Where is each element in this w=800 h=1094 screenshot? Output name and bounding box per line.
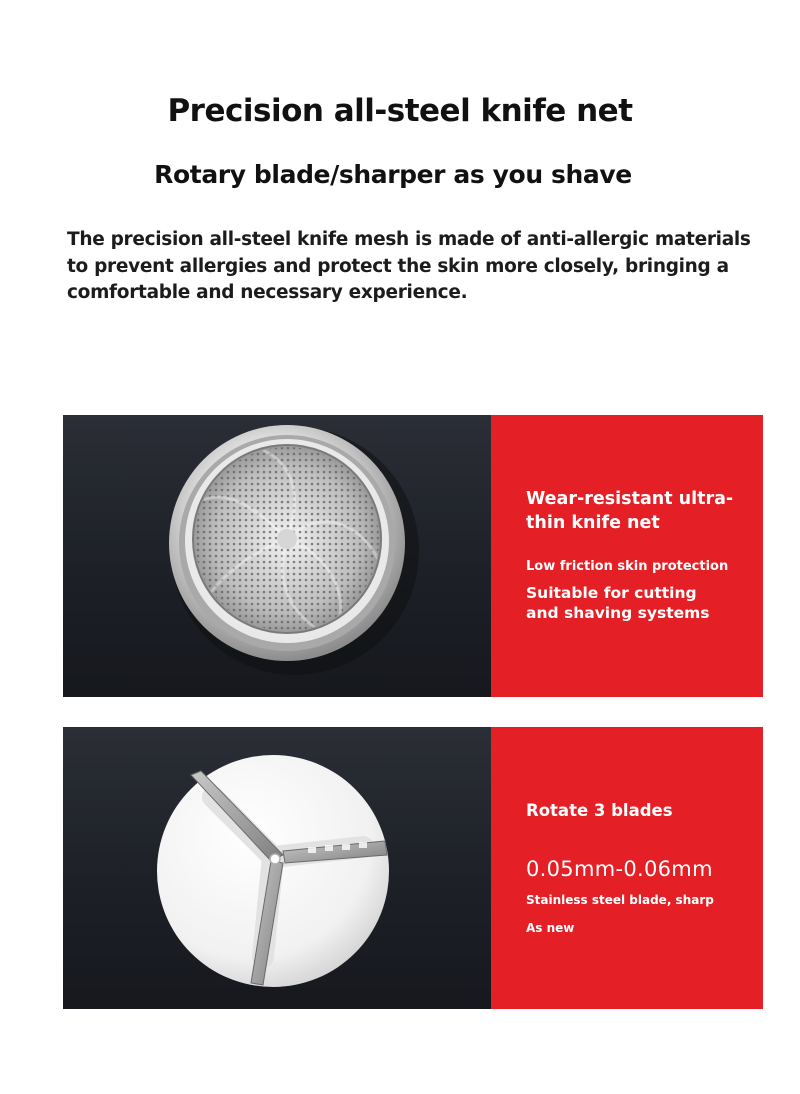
blade-feature-panel (63, 727, 763, 1009)
blade-image-area (63, 727, 491, 1009)
blade-text-area (491, 727, 763, 1009)
product-description: The precision all-steel knife mesh is made of anti-allergic materials to prevent allergies and protect the skin more closely, bringing a comfortable and necessary experience. (67, 229, 751, 303)
steel-mesh-foil-icon (63, 415, 491, 697)
blade-feature-new: As new (526, 921, 575, 935)
blade-thickness: 0.05mm-0.06mm (526, 857, 713, 881)
mesh-feature-panel (63, 415, 763, 697)
blade-feature-steel: Stainless steel blade, sharp (526, 893, 714, 907)
page-subtitle: Rotary blade/sharper as you shave (154, 160, 632, 189)
blade-heading: Rotate 3 blades (526, 801, 673, 820)
mesh-heading: Wear-resistant ultra-thin knife net (526, 489, 734, 533)
mesh-feature-friction: Low friction skin protection (526, 559, 729, 574)
three-blade-rotor-icon (63, 727, 491, 1009)
mesh-image-area (63, 415, 491, 697)
mesh-feature-cutting: Suitable for cutting and shaving systems (526, 584, 710, 622)
mesh-text-area (491, 415, 763, 697)
page-title: Precision all-steel knife net (167, 93, 633, 129)
